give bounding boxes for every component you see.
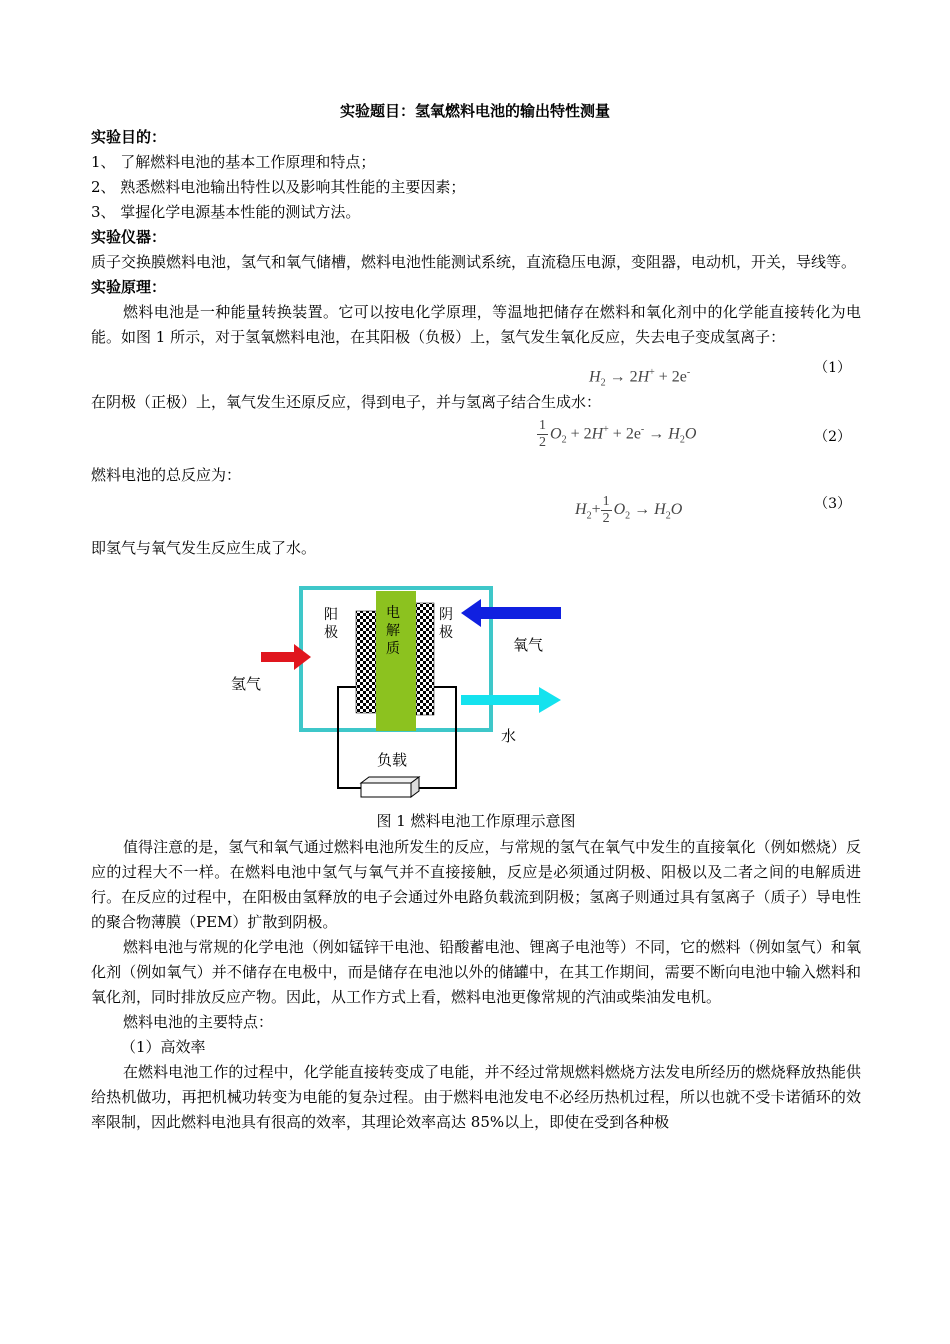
body-paragraph: 在燃料电池工作的过程中，化学能直接转变成了电能，并不经过常规燃料燃烧方法发电所经历的燃烧释放热能供给热机做功，再把机械功转变为电能的复杂过程。由于燃料电池发电不必经历热机过程，所以也就不受卡诺循环的效率限制，因此燃料电池具有很高的效率，其理论效率高达 85%以上，即使在受到各种极 — [91, 1063, 861, 1131]
body-paragraph: 燃料电池与常规的化学电池（例如锰锌干电池、铅酸蓄电池、锂离子电池等）不同，它的燃料（例如氢气）和氧化剂（例如氧气）并不储存在电极中，而是储存在电池以外的储罐中，在其工作期间，需要不断向电池中输入燃料和氧化剂，同时排放反应产物。因此，从工作方式上看，燃料电池更像常规的汽油或柴油发电机。 — [91, 938, 861, 1006]
purpose-item: 2、 熟悉燃料电池输出特性以及影响其性能的主要因素； — [91, 178, 466, 196]
equation-1 — [91, 350, 861, 390]
body-paragraph: （1）高效率 — [121, 1038, 206, 1056]
equation-2-formula: $\frac{1}{2}$ $O_2 + 2H^+ + 2e^- \to H_2O$ — [539, 418, 697, 451]
cathode-electrode — [416, 603, 434, 715]
principle-heading: 实验原理： — [91, 278, 167, 296]
equation-3 — [91, 488, 861, 536]
principle-paragraph: 燃料电池是一种能量转换装置。它可以按电化学原理，等温地把储存在燃料和氧化剂中的化学能直接转化为电能。如图 1 所示，对于氢氧燃料电池，在其阳极（负极）上，氢气发生氧化反应，失去电子变成氢离子： — [91, 303, 861, 346]
water-arrow — [461, 687, 561, 713]
hydrogen-arrow — [261, 644, 311, 670]
equation-2 — [91, 415, 861, 463]
page-title: 实验题目：氢氧燃料电池的输出特性测量 — [339, 102, 610, 120]
load-label: 负载 — [377, 751, 408, 769]
equation-1-number: （1） — [814, 360, 851, 376]
electrolyte-label: 电解质 — [386, 605, 400, 657]
oxygen-label: 氧气 — [513, 636, 544, 654]
purpose-item: 3、 掌握化学电源基本性能的测试方法。 — [91, 203, 361, 221]
instruments-heading: 实验仪器： — [91, 228, 167, 246]
body-paragraph: 值得注意的是，氢气和氧气通过燃料电池所发生的反应，与常规的氢气在氧气中发生的直接氧化（例如燃烧）反应的过程大不一样。在燃料电池中氢气与氧气并不直接接触，反应是必须通过阴极、阳极以及二者之间的电解质进行。在反应的过程中，在阳极由氢释放的电子会通过外电路负载流到阴极；氢离子则通过具有氢离子（质子）导电性的聚合物薄膜（PEM）扩散到阴极。 — [91, 838, 861, 931]
hydrogen-label: 氢气 — [231, 675, 262, 693]
document-body — [91, 125, 861, 1135]
oxygen-arrow — [461, 599, 561, 627]
purpose-heading: 实验目的： — [91, 128, 167, 146]
equation-3-number: （3） — [814, 496, 851, 512]
principle-paragraph: 即氢气与氧气发生反应生成了水。 — [91, 539, 317, 557]
body-paragraph: 燃料电池的主要特点： — [123, 1013, 274, 1031]
fuel-cell-figure — [91, 561, 861, 831]
purpose-item: 1、 了解燃料电池的基本工作原理和特点； — [91, 153, 376, 171]
water-label: 水 — [501, 727, 517, 745]
equation-2-number: （2） — [814, 429, 851, 445]
equation-3-formula: $H_2+$ $\frac{1}{2}$ $O_2 \to H_2O$ — [575, 494, 683, 526]
anode-label: 阳极 — [324, 607, 338, 641]
fuel-cell-diagram — [231, 583, 671, 828]
load-resistor — [361, 783, 411, 797]
cathode-label: 阴极 — [439, 607, 453, 641]
principle-paragraph: 在阴极（正极）上，氧气发生还原反应，得到电子，并与氢离子结合生成水： — [91, 393, 602, 411]
principle-paragraph: 燃料电池的总反应为： — [91, 466, 242, 484]
instruments-text: 质子交换膜燃料电池，氢气和氧气储槽，燃料电池性能测试系统，直流稳压电源，变阻器，电动机，开关，导线等。 — [91, 253, 857, 271]
figure-caption: 图 1 燃料电池工作原理示意图 — [376, 812, 576, 830]
anode-electrode — [356, 611, 376, 713]
equation-1-formula: $H_2 \to 2H^+ + 2e^-$ — [589, 367, 691, 389]
